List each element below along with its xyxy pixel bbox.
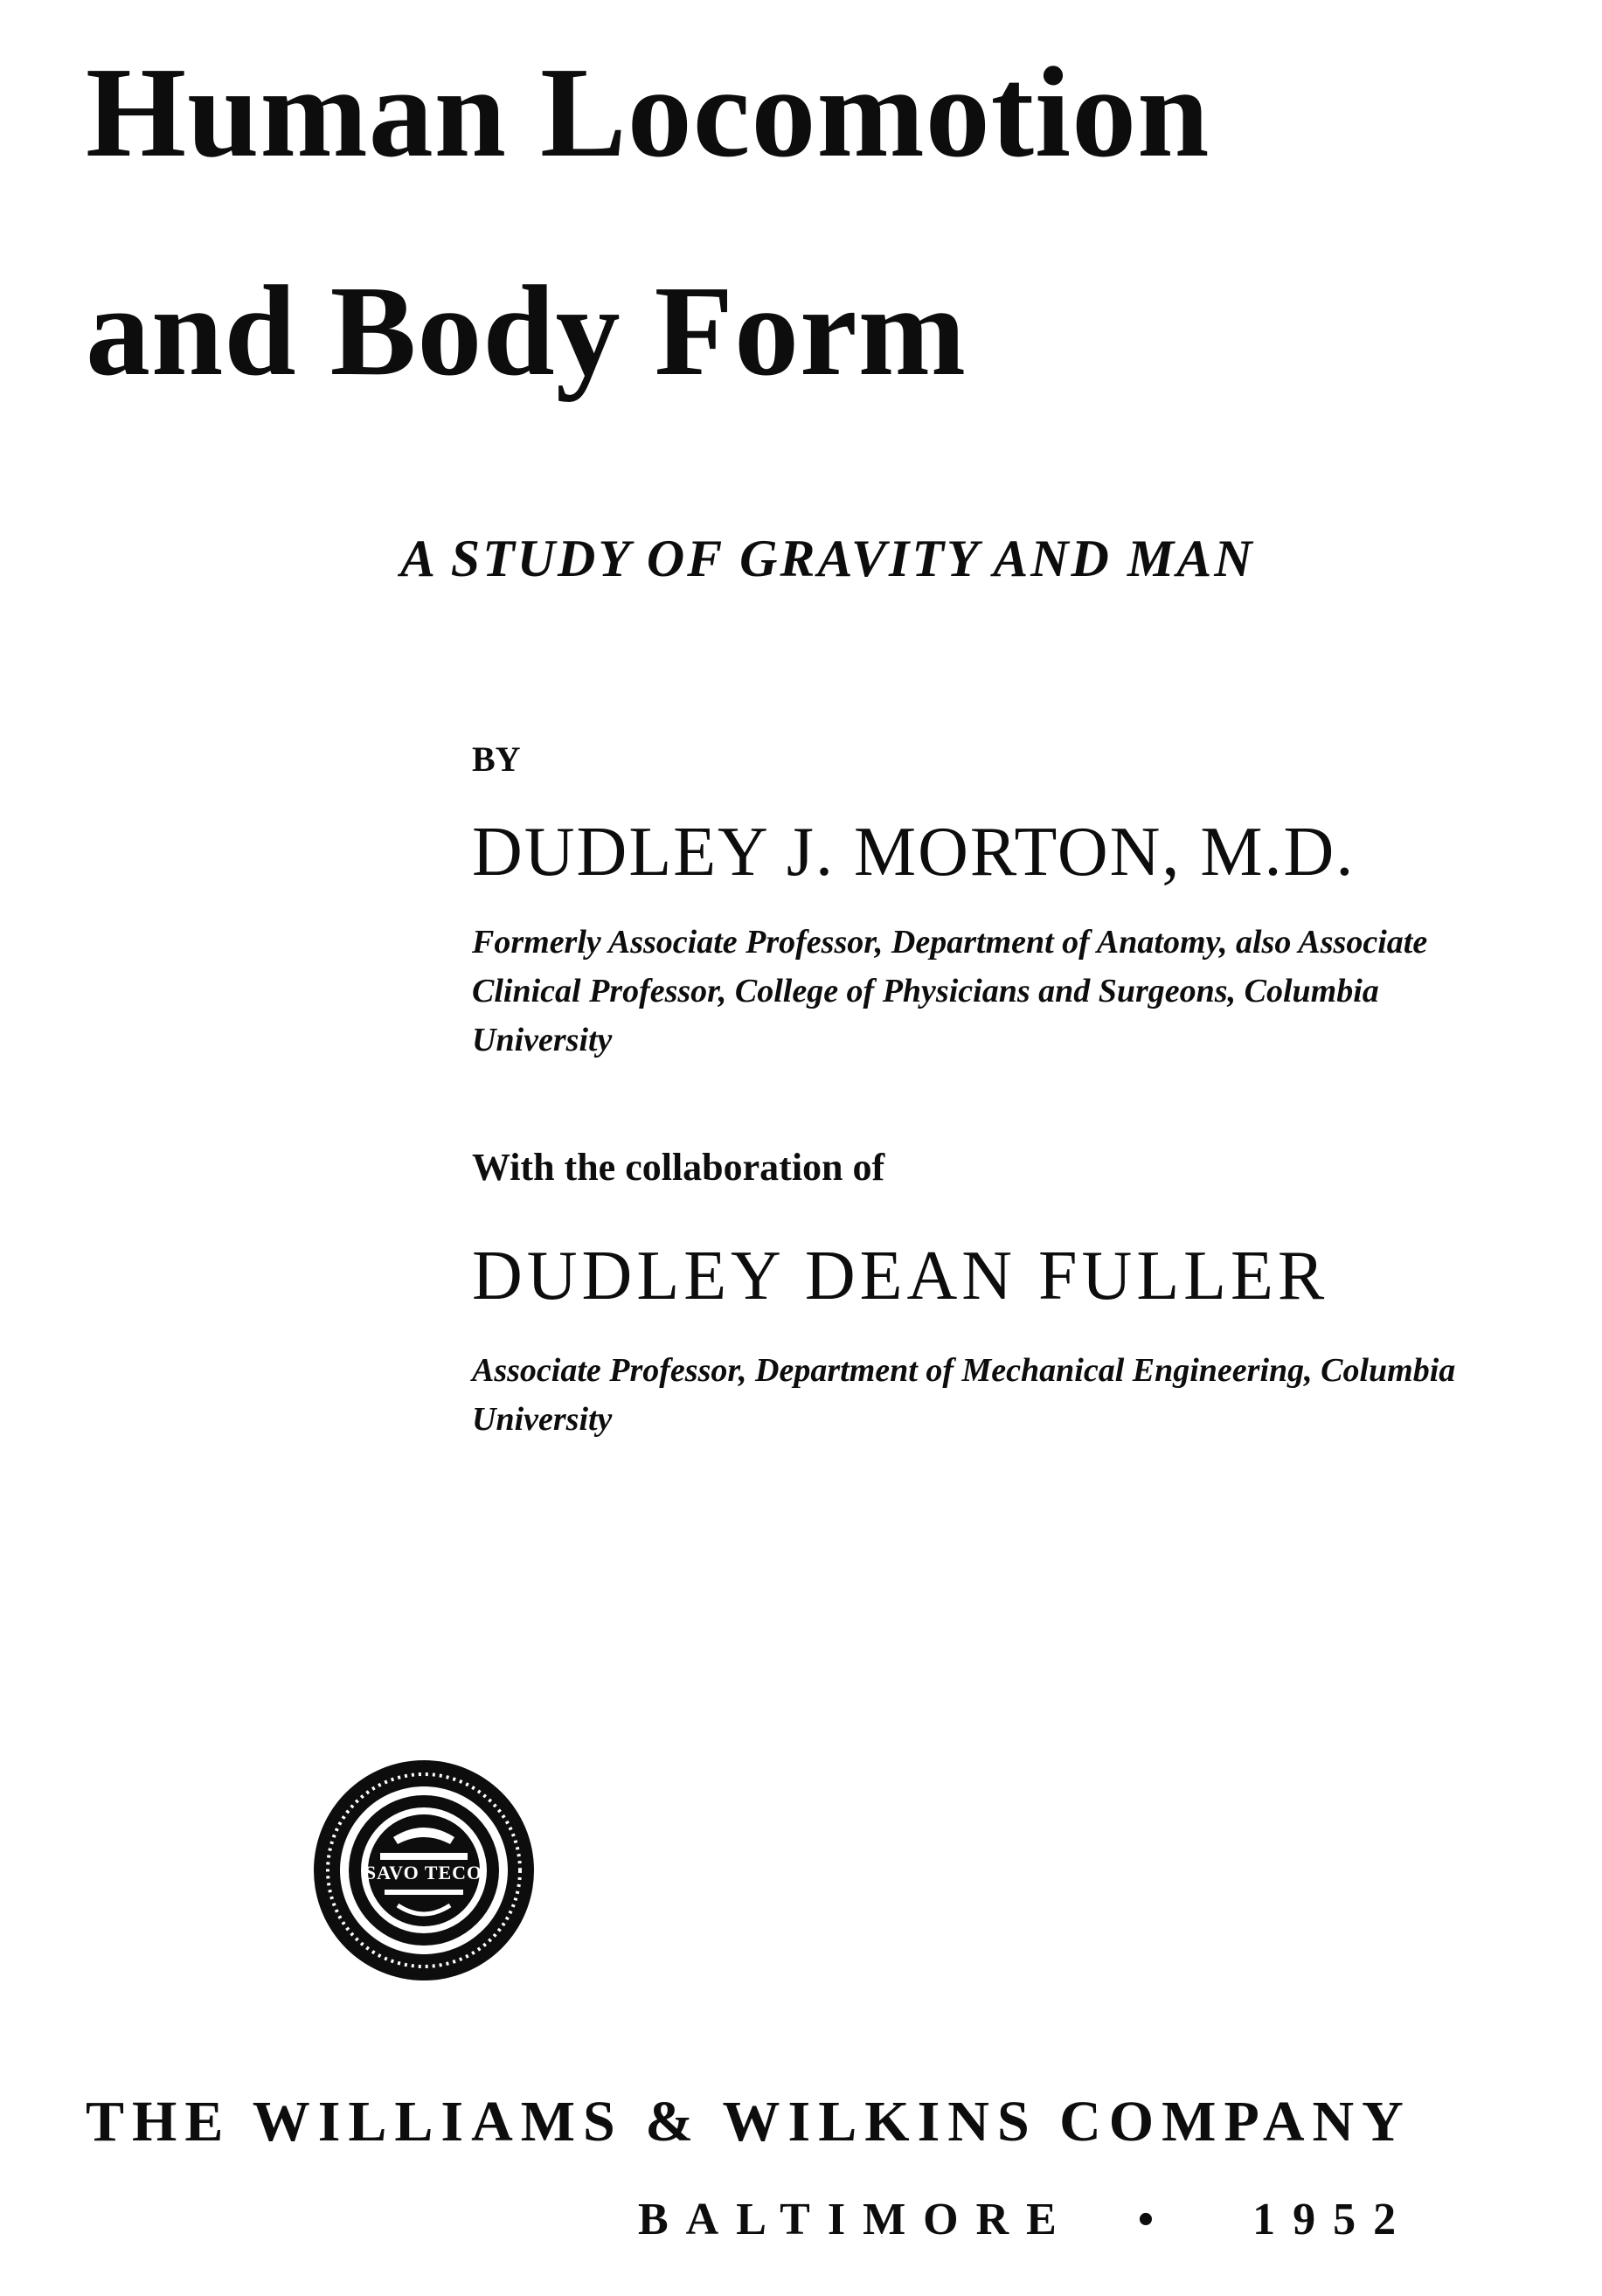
collaborator-affiliation: Associate Professor, Department of Mechanical Engineering, Columbia University	[472, 1352, 1456, 1438]
imprint-separator: •	[1137, 2195, 1172, 2244]
author-name: DUDLEY J. MORTON, M.D.	[472, 814, 1356, 891]
book-title-line-2: and Body Form	[86, 260, 967, 403]
svg-text:SAVO TECO	[365, 1862, 482, 1883]
collaborator-name: DUDLEY DEAN FULLER	[472, 1238, 1329, 1314]
book-title-line-1: Human Locomotion	[86, 41, 1210, 184]
publication-year: 1952	[1252, 2195, 1414, 2244]
by-label: BY	[472, 739, 521, 779]
book-subtitle: A STUDY OF GRAVITY AND MAN	[400, 530, 1255, 587]
publisher-city: BALTIMORE	[638, 2195, 1074, 2244]
publisher-name: THE WILLIAMS & WILKINS COMPANY	[86, 2090, 1411, 2154]
author-affiliation: Formerly Associate Professor, Department of Anatomy, also Associate Clinical Professor, College of Physicians and Surgeons, Columbia University	[472, 924, 1428, 1058]
imprint-line	[638, 2194, 1413, 2245]
seal-text: SAVO TECO	[364, 1862, 483, 1883]
publisher-seal-icon	[310, 1757, 537, 1984]
collaboration-label: With the collaboration of	[472, 1146, 885, 1189]
